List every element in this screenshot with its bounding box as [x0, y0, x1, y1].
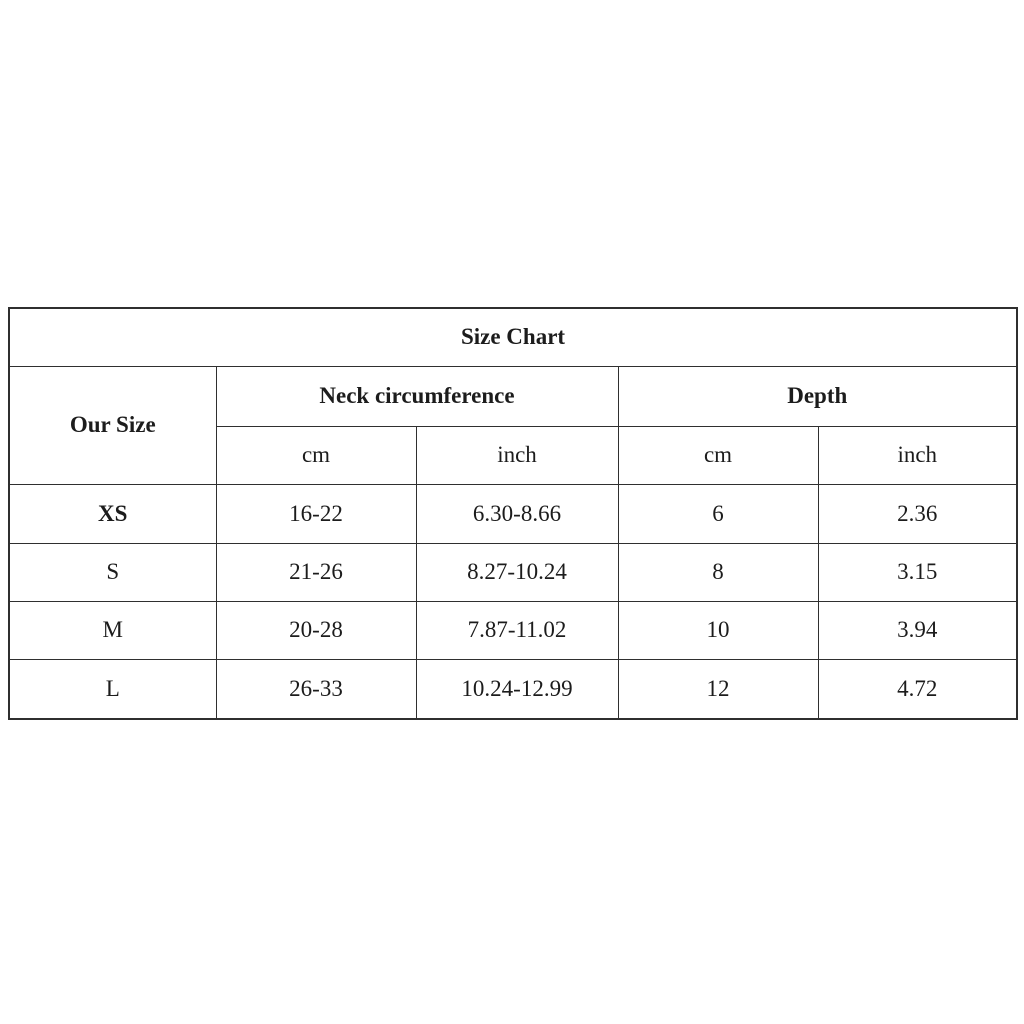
cell-depth-cm: 6 — [618, 484, 818, 543]
cell-neck-cm: 21-26 — [216, 543, 416, 601]
cell-neck-inch: 6.30-8.66 — [416, 484, 618, 543]
cell-depth-inch: 4.72 — [818, 659, 1017, 719]
table-row-m — [9, 601, 1017, 659]
header-our-size: Our Size — [9, 366, 216, 484]
cell-neck-cm: 16-22 — [216, 484, 416, 543]
cell-neck-cm: 20-28 — [216, 601, 416, 659]
cell-depth-cm: 12 — [618, 659, 818, 719]
subheader-depth-cm: cm — [618, 426, 818, 484]
header-depth: Depth — [618, 366, 1017, 426]
table-row-l — [9, 659, 1017, 719]
group-header-row — [9, 366, 1017, 426]
cell-neck-inch: 10.24-12.99 — [416, 659, 618, 719]
size-chart-table — [8, 307, 1018, 720]
header-neck-circumference: Neck circumference — [216, 366, 618, 426]
table-title: Size Chart — [9, 308, 1017, 366]
title-row — [9, 308, 1017, 366]
subheader-neck-inch: inch — [416, 426, 618, 484]
cell-depth-inch: 2.36 — [818, 484, 1017, 543]
cell-neck-inch: 7.87-11.02 — [416, 601, 618, 659]
cell-depth-inch: 3.94 — [818, 601, 1017, 659]
cell-depth-cm: 8 — [618, 543, 818, 601]
table-row-s — [9, 543, 1017, 601]
cell-depth-inch: 3.15 — [818, 543, 1017, 601]
row-size-label: S — [9, 543, 216, 601]
table-row-xs — [9, 484, 1017, 543]
cell-depth-cm: 10 — [618, 601, 818, 659]
subheader-depth-inch: inch — [818, 426, 1017, 484]
row-size-label: XS — [9, 484, 216, 543]
row-size-label: M — [9, 601, 216, 659]
cell-neck-inch: 8.27-10.24 — [416, 543, 618, 601]
row-size-label: L — [9, 659, 216, 719]
cell-neck-cm: 26-33 — [216, 659, 416, 719]
subheader-neck-cm: cm — [216, 426, 416, 484]
